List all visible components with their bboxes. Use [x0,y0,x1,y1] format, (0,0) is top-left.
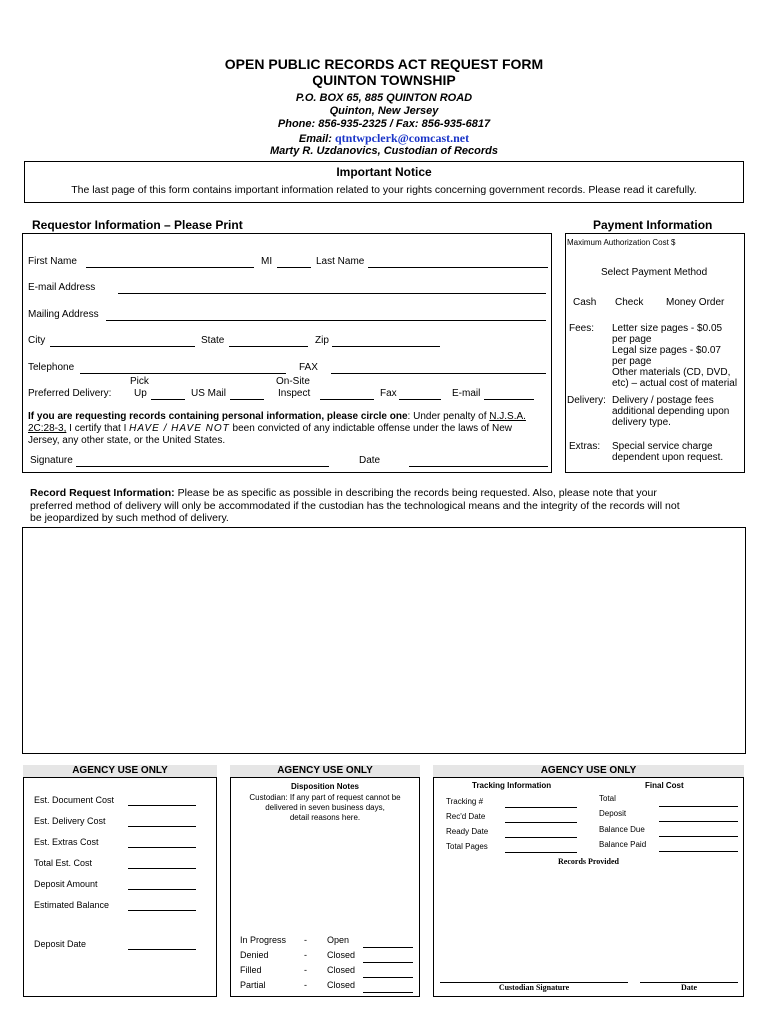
status-partial: Partial [240,980,266,990]
email-label: Email: [298,133,332,145]
disposition-notes-line1: Custodian: If any part of request cannot be [249,793,401,802]
agency2-header: AGENCY USE ONLY [230,765,420,777]
status-denied-field[interactable] [363,962,413,963]
tracking-number-field[interactable] [505,807,577,808]
fax-delivery-label: Fax [380,388,397,399]
total-pages-label: Total Pages [446,842,488,851]
record-request-area[interactable] [22,527,746,754]
delivery-details: Delivery / postage fees additional depending upon delivery type. [612,395,730,428]
state-label: State [201,335,225,346]
ready-date-field[interactable] [505,837,577,838]
email-line [0,131,768,146]
have-have-not-option[interactable]: HAVE / HAVE NOT [129,423,230,434]
estimated-balance-field[interactable] [128,910,196,911]
recd-date-field[interactable] [505,822,577,823]
telephone-field[interactable] [80,373,286,374]
status-filled-field[interactable] [363,977,413,978]
phone-line: Phone: 856-935-2325 / Fax: 856-935-6817 [277,118,491,130]
personal-info-line2: 2C:28-3, I certify that I HAVE / HAVE NOT been convicted of any indictable offense under the laws of New [28,423,512,434]
township-name: QUINTON TOWNSHIP [312,72,456,88]
max-auth-cost: Maximum Authorization Cost $ [567,238,676,247]
status-dash: - [304,965,307,975]
balance-paid-label: Balance Paid [599,840,647,849]
total-est-cost-label: Total Est. Cost [34,858,93,868]
total-est-cost-field[interactable] [128,868,196,869]
disposition-notes-title: Disposition Notes [290,782,359,791]
agency3-header: AGENCY USE ONLY [433,765,744,777]
status-open-field[interactable] [363,947,413,948]
notice-box [24,161,744,203]
agency3-box [433,777,744,997]
estimated-balance-label: Estimated Balance [34,900,110,910]
state-field[interactable] [229,346,308,347]
form-title: OPEN PUBLIC RECORDS ACT REQUEST FORM [224,56,544,72]
date-field[interactable] [409,466,548,467]
final-deposit-label: Deposit [599,809,627,818]
status-filled: Filled [240,965,262,975]
fax-field[interactable] [331,373,546,374]
us-mail-field[interactable] [230,399,264,400]
status-dash: - [304,980,307,990]
email-delivery-label: E-mail [452,388,481,399]
status-closed-filled: Closed [327,965,356,975]
zip-field[interactable] [332,346,440,347]
last-name-field[interactable] [368,267,548,268]
tracking-number-label: Tracking # [446,797,484,806]
select-payment-method: Select Payment Method [601,267,708,278]
first-name-field[interactable] [86,267,254,268]
deposit-date-label: Deposit Date [34,939,87,949]
email-delivery-field[interactable] [484,399,534,400]
status-dash: - [304,950,307,960]
zip-label: Zip [315,335,329,346]
first-name-label: First Name [28,256,77,267]
notice-text: The last page of this form contains important information related to your rights concerning government records. Please read it carefully. [71,184,697,196]
recd-date-label: Rec'd Date [446,812,486,821]
status-in-progress: In Progress [240,935,287,945]
signature-label: Signature [30,455,73,466]
records-provided-title: Records Provided [558,857,619,866]
last-name-label: Last Name [316,256,365,267]
mi-field[interactable] [277,267,311,268]
est-extras-cost-label: Est. Extras Cost [34,837,99,847]
balance-due-field[interactable] [659,836,738,837]
status-denied: Denied [240,950,269,960]
custodian-line: Marty R. Uzdanovics, Custodian of Records [270,145,498,157]
deposit-date-field[interactable] [128,949,196,950]
est-document-cost-label: Est. Document Cost [34,795,115,805]
status-dash: - [304,935,307,945]
deposit-amount-field[interactable] [128,889,196,890]
city-field[interactable] [50,346,195,347]
tracking-info-title: Tracking Information [472,781,552,790]
fax-label: FAX [299,362,318,373]
agency1-header: AGENCY USE ONLY [23,765,217,777]
email-link[interactable]: qtntwpclerk@comcast.net [334,131,470,145]
personal-info-line3: Jersey, any other state, or the United States. [28,435,226,446]
requestor-title: Requestor Information – Please Print [32,218,243,232]
disposition-notes-line3: detail reasons here. [289,813,361,822]
inspect-label: Inspect [278,388,311,399]
final-total-field[interactable] [659,806,738,807]
preferred-delivery-label: Preferred Delivery: [28,388,112,399]
address-line: P.O. BOX 65, 885 QUINTON ROAD [295,92,473,104]
extras-label: Extras: [569,441,601,452]
delivery-label: Delivery: [567,395,606,406]
pick-label: Pick [130,376,149,387]
email-address-label: E-mail Address [28,282,96,293]
status-closed-partial: Closed [327,980,356,990]
personal-info-line1: If you are requesting records containing personal information, please circle one: Under penalty of N.J.S.A. [28,411,526,422]
deposit-amount-label: Deposit Amount [34,879,98,889]
signature-field[interactable] [76,466,329,467]
mi-label: MI [261,256,273,267]
ready-date-label: Ready Date [446,827,489,836]
record-request-info: Record Request Information: Please be as specific as possible in describing the records being requested. Also, please note that your preferred method of delivery will only be accommodated if the custodian has the technological means and the integrity of the records will not be jeopardized by such method of delivery. [30,487,680,524]
status-closed-denied: Closed [327,950,356,960]
status-open: Open [327,935,350,945]
est-document-cost-field[interactable] [128,805,196,806]
telephone-label: Telephone [28,362,75,373]
notice-title: Important Notice [336,165,432,179]
email-address-field[interactable] [118,293,546,294]
final-deposit-field[interactable] [659,821,738,822]
total-pages-field[interactable] [505,852,577,853]
mailing-address-label: Mailing Address [28,309,99,320]
est-extras-cost-field[interactable] [128,847,196,848]
final-total-label: Total [599,794,616,803]
balance-paid-field[interactable] [659,851,738,852]
onsite-label: On-Site [276,376,310,387]
city-label: City [28,335,46,346]
balance-due-label: Balance Due [599,825,645,834]
fees-label: Fees: [569,323,595,334]
payment-title: Payment Information [593,218,713,232]
cash-option[interactable]: Cash [573,297,597,308]
mailing-address-field[interactable] [106,320,546,321]
inspect-field[interactable] [320,399,374,400]
status-partial-field[interactable] [363,992,413,993]
final-cost-title: Final Cost [645,781,684,790]
custodian-signature-label: Custodian Signature [498,983,570,992]
us-mail-label: US Mail [191,388,227,399]
disposition-notes-line2: delivered in seven business days, [265,803,385,812]
city-line: Quinton, New Jersey [329,105,439,117]
date-label: Date [359,455,381,466]
extras-details: Special service charge dependent upon request. [612,441,724,463]
custodian-date-label: Date [681,983,697,992]
check-option[interactable]: Check [615,297,644,308]
est-delivery-cost-label: Est. Delivery Cost [34,816,106,826]
money-order-option[interactable]: Money Order [666,297,725,308]
fees-details: Letter size pages - $0.05 per page Legal size pages - $0.07 per page Other materials (CD, DVD, etc) – actual cost of material [612,323,738,389]
est-delivery-cost-field[interactable] [128,826,196,827]
pickup-field[interactable] [151,399,185,400]
fax-delivery-field[interactable] [399,399,441,400]
up-label: Up [134,388,147,399]
